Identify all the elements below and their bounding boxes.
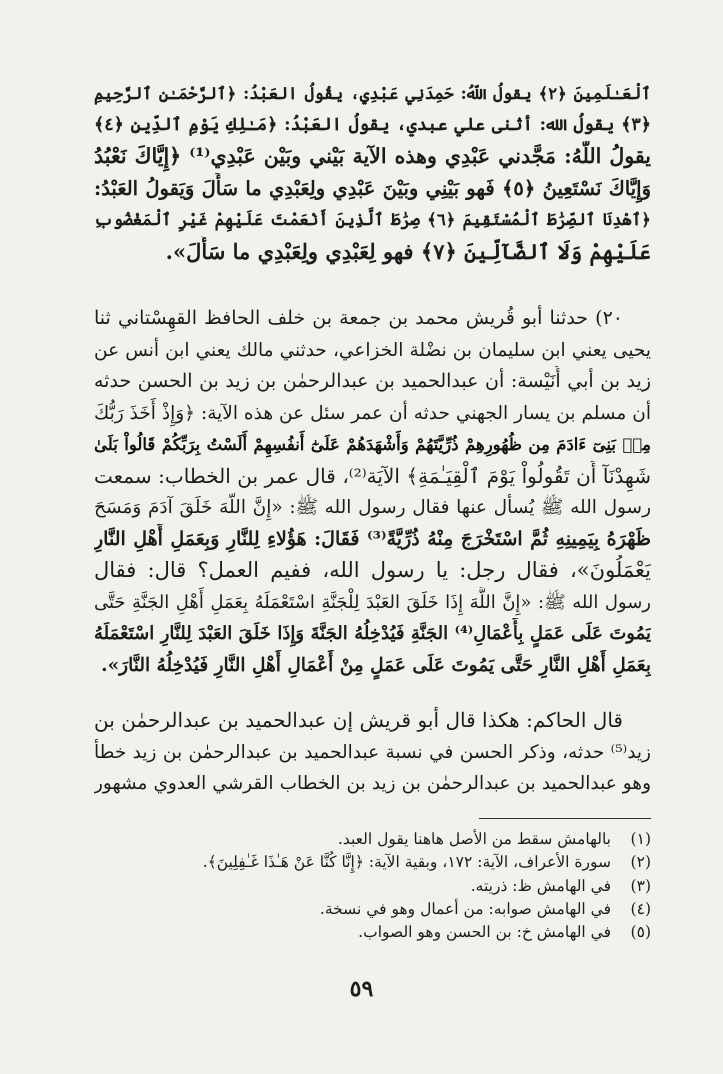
footnote-number: (٢) <box>630 853 651 872</box>
footnote-text: بالهامش سقط من الأصل هاهنا يقول العبد. <box>337 830 611 848</box>
footnote-number: (١) <box>630 830 651 848</box>
text-line: يَعْمَلُونَ»، فقال رجل: يا رسول الله، ففيم العمل؟ قال: فقال <box>94 558 651 582</box>
text-line: وهو عبدالحميد بن عبدالرحمٰن بن زيد بن الخطاب القرشي العدوي مشهور <box>94 773 651 794</box>
footnote-item <box>94 921 651 944</box>
footnote-text: سورة الأعراف، الآية: ١٧٢، وبقية الآية: ﴿إِنَّا كُنَّا عَنْ هَـٰذَا غَـٰفِلِينَ﴾. <box>202 853 611 872</box>
text-line: قال الحاكم: هكذا قال أبو قريش إن عبدالحميد بن عبدالرحمٰن بن <box>94 708 623 732</box>
text-line: عَلَيْهِمْ وَلَا ٱلضَّآلِّينَ ﴿٧﴾ فهو لِعَبْدِي ولِعَبْدِي ما سَأَلَ». <box>165 238 651 264</box>
text-line: يقولُ اللّهُ: مَجَّدني عَبْدِي وهذه الآية بَيْني وبَيْن عَبْدِي⁽¹⁾ ﴿إِيَّاكَ نَعْبُدُ <box>94 144 651 168</box>
text-line: ﴿٣﴾ يقولُ الله: أثنى علي عبدي، يقولُ العَبْدُ: ﴿مَـٰلِكِ يَوْمِ ٱلدِّينِ ﴿٤﴾ <box>94 114 651 135</box>
text-line: يحيى يعني ابن سليمان بن نضْلة الخزاعي، حدثني مالك يعني ابن أنس عن <box>94 339 651 361</box>
footnote-item <box>94 851 651 874</box>
hadith-text-continued <box>94 78 651 267</box>
footnote-item <box>94 875 651 898</box>
hakim-comment <box>94 705 651 800</box>
text-line: ٢٠) حدثنا أبو قُريش محمد بن جمعة بن خلف الحافظ القهِسْتاني ثنا <box>94 307 623 329</box>
text-line: يَمُوتَ عَلَى عَمَلٍ بِأَعْمَالِ⁽⁴⁾ الجَنَّةِ فَيُدْخِلُهُ الجَنَّةَ وَإِذَا خَلَقَ العَبْدَ لِلنَّارِ اسْتَعْمَلَهُ <box>94 623 651 644</box>
footnote-text: في الهامش صوابه: من أعمال وهو في نسخة. <box>319 899 611 918</box>
footnote-divider <box>479 818 651 819</box>
footnote-number: (٣) <box>630 876 651 895</box>
hadith-20 <box>94 303 651 681</box>
page-number: ٥٩ <box>349 976 374 1002</box>
text-line: شَهِدْنَآ أَن تَقُولُواْ يَوْمَ ٱلْقِيَـٰمَةِ﴾ الآيَة⁽²⁾، قال عمر بن الخطاب: سمعت <box>94 463 651 488</box>
text-line: رسول الله ﷺ: «إِنَّ اللَّهَ إِذَا خَلَقَ العَبْدَ لِلْجَنَّةِ اسْتَعْمَلَهُ بِعَمَلِ أَهْلِ الجَنَّةِ حَتَّى <box>94 591 651 613</box>
footnotes <box>94 828 651 944</box>
footnote-number: (٤) <box>630 899 651 918</box>
footnote-text: في الهامش ظ: ذريته. <box>470 876 611 895</box>
text-line: زيد بن أبي أُنَيْسة: أن عبدالحميد بن عبدالرحمٰن بن زيد بن الحسن حدثه <box>94 370 651 392</box>
footnote-item <box>94 828 651 851</box>
text-line: ٱلْعَـٰلَمِينَ ﴿٢﴾ يقولُ اللّهُ: حَمِدَنِي عَبْدِي، يقُولُ العَبْدُ: ﴿ٱلرَّحْمَـٰنِ ٱلرَّحِيمِ <box>94 84 651 103</box>
footnote-item <box>94 898 651 921</box>
text-line: ﴿ٱهْدِنَا ٱلصِّرَٰطَ ٱلْمُسْتَقِيمَ ﴿٦﴾ صِرَٰطَ ٱلَّذِينَ أَنْعَمْتَ عَلَيْهِمْ غَيْرِ ٱلْمَغْضُوبِ <box>94 210 651 229</box>
text-line: وَإِيَّاكَ نَسْتَعِينُ ﴿٥﴾ فَهو بَيْنِي وبَيْنَ عَبْدِي ولِعَبْدِي ما سَأَلَ وَيَقولُ العَبْدُ: <box>94 176 651 200</box>
text-line: ظَهْرَهُ بِيَمِينِهِ ثُمَّ اسْتَخْرَجَ مِنْهُ ذُرِّيَّةً⁽³⁾ فَقَالَ: هَؤُلاءِ لِلنَّارِ وَبِعَمَلِ أَهْلِ النَّارِ <box>94 527 651 550</box>
footnote-number: (٥) <box>630 923 651 942</box>
text-line: رسول الله ﷺ يُسأل عنها فقال رسول الله ﷺ: «إِنَّ اللّهَ خَلَقَ آدَمَ وَمَسَحَ <box>94 497 651 518</box>
text-line: مِنۢ بَنِىٓ ءَادَمَ مِن ظُهُورِهِمْ ذُرِّيَّتَهُمْ وَأَشْهَدَهُمْ عَلَىٰٓ أَنفُسِهِمْ أَلَسْتُ بِرَبِّكُمْ قَالُواْ بَلَىٰ <box>94 435 651 454</box>
text-line: زيد⁽⁵⁾ حدثه، وذكر الحسن في نسبة عبدالحميد بن عبدالرحمٰن بن زيد خطأ <box>94 741 651 763</box>
text-line: أن مسلم بن يسار الجهني حدثه أن عمر سئل عن هذه الآية: ﴿وَإِذْ أَخَذَ رَبُّكَ <box>94 402 651 424</box>
text-line: بِعَمَلِ أَهْلِ النَّارِ حَتَّى يَمُوتَ عَلَى عَمَلٍ مِنْ أَعْمَالِ أَهْلِ النَّارِ فَيُدْخِلُهُ النَّارَ». <box>101 654 651 676</box>
footnote-text: في الهامش خ: بن الحسن وهو الصواب. <box>358 923 611 942</box>
